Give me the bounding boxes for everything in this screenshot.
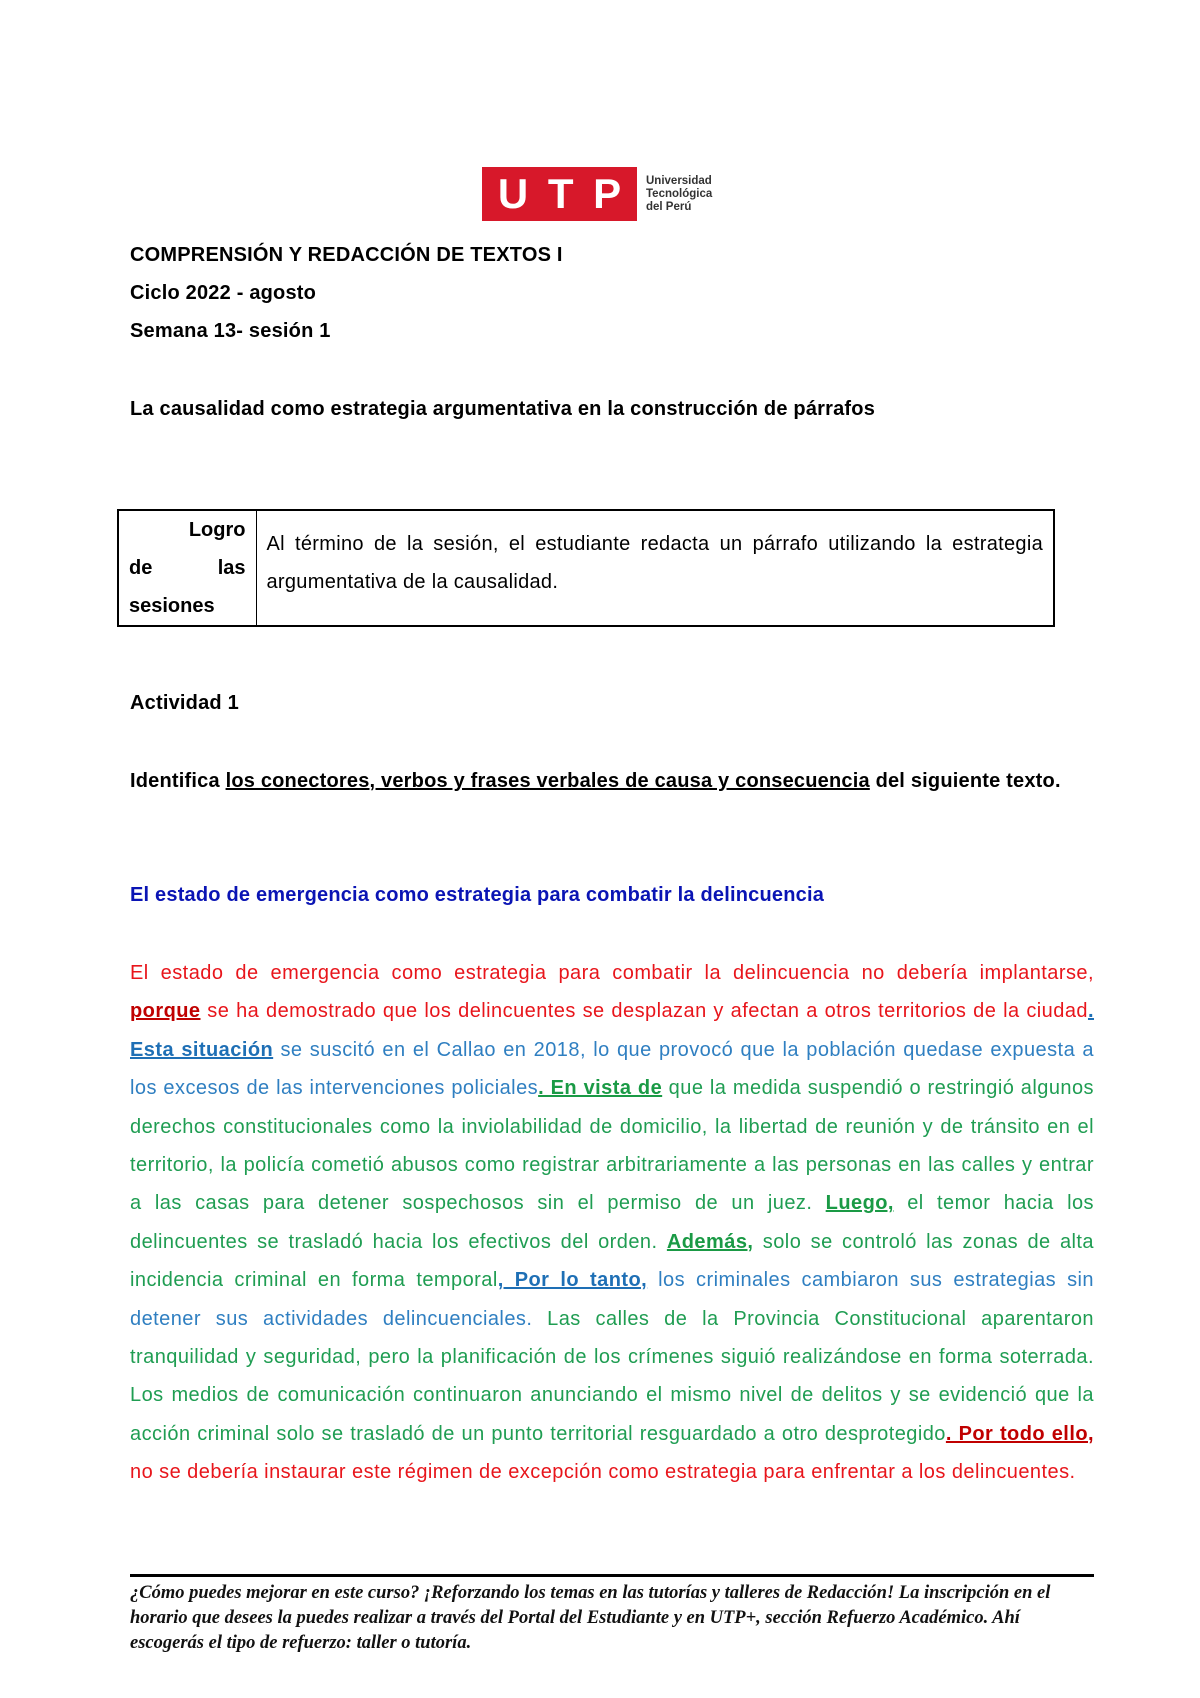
text-title: El estado de emergencia como estrategia para combatir la delincuencia [130, 884, 825, 906]
argument-text: el temor hacia los delincuentes se trasladó hacia los efectivos del orden. [130, 1192, 1094, 1253]
argument-text: solo se controló las zonas de alta incidencia criminal en forma temporal [130, 1230, 1095, 1292]
logro-text-cell: Al término de la sesión, el estudiante redacta un párrafo utilizando la estrategia argumentativa de la causalidad. [256, 510, 1054, 626]
connector-esta-situacion: . Esta situación [130, 1000, 1094, 1061]
utp-logo-mark [482, 167, 637, 221]
footer-note: ¿Cómo puedes mejorar en este curso? ¡Reforzando los temas en las tutorías y talleres de Redacción! La inscripción en el horario que desees la puedes realizar a través del Portal del Estudiante y en UTP+, sección Refuerzo Académico. Ahí escogerás el tipo de refuerzo: taller o tutoría. [130, 1583, 1051, 1653]
thesis-text: se ha demostrado que los delincuentes se desplazan y afectan a otros territorios de la ciudad [200, 1000, 1088, 1023]
logro-table [117, 509, 1055, 627]
logo-line: Tecnológica [646, 187, 713, 200]
connector-ademas: Además, [666, 1230, 754, 1253]
logro-label-line [129, 549, 246, 587]
argument-text: que la medida suspendió o restringió algunos derechos constitucionales como la inviolabilidad de domicilio, la libertad de reunión y de tránsito en el territorio, la policía cometió abusos como registrar arbitrariamente a las personas en las calles y entrar a las casas para detener sospechosos sin el permiso de un juez. [130, 1077, 1095, 1215]
argument-text: Las calles de la Provincia Constitucional aparentaron tranquilidad y seguridad, pero la planificación de los crímenes siguió realizándose en forma soterrada. Los medios de comunicación continuaron anunciando el mismo nivel de delitos y se evidenció que la acción criminal solo se trasladó de un punto territorial resguardado a otro desprotegido [130, 1307, 1094, 1445]
connector-por-todo-ello: . Por todo ello, [945, 1422, 1094, 1445]
logro-label-line: sesiones [129, 595, 215, 617]
week-label: Semana 13- sesión 1 [130, 320, 331, 342]
connector-porque: porque [130, 1000, 201, 1023]
course-title: COMPRENSIÓN Y REDACCIÓN DE TEXTOS I [130, 244, 563, 266]
argument-text: se suscitó en el Callao en 2018, lo que provocó que la población quedase expuesta a los excesos de las intervenciones policiales [130, 1038, 1094, 1100]
instruction-text: Identifica [130, 770, 226, 792]
logro-label-word: de [129, 557, 153, 579]
logo-wordmark [646, 175, 712, 214]
connector-luego: Luego, [825, 1192, 894, 1215]
logro-label-line: Logro [188, 519, 246, 541]
activity-title: Actividad 1 [130, 692, 239, 714]
connector-en-vista-de: . En vista de [538, 1077, 663, 1100]
logo-letter-u: U [497, 170, 529, 217]
conclusion-text: no se debería instaurar este régimen de excepción como estrategia para enfrentar a los delincuentes. [130, 1461, 1076, 1484]
utp-logo [482, 167, 712, 221]
connector-por-lo-tanto: , Por lo tanto, [497, 1269, 648, 1292]
argument-paragraph [130, 954, 1094, 1492]
cycle-label: Ciclo 2022 - agosto [130, 282, 317, 304]
footer-divider [130, 1574, 1094, 1577]
argument-text: los criminales cambiaron sus estrategias sin detener sus actividades delincuenciales. [130, 1269, 1094, 1330]
logo-letter-p: P [593, 170, 622, 217]
logo-letter-t: T [547, 170, 574, 217]
logo-line: del Perú [646, 200, 692, 213]
session-topic: La causalidad como estrategia argumentativa en la construcción de párrafos [130, 398, 876, 420]
activity-instructions [130, 762, 1094, 800]
instruction-underlined: los conectores, verbos y frases verbales de causa y consecuencia [225, 770, 870, 792]
thesis-text: El estado de emergencia como estrategia para combatir la delincuencia no debería implantarse, [130, 962, 1094, 984]
logo-line: Universidad [646, 174, 712, 187]
logro-label-word: las [217, 557, 246, 579]
logro-label-cell [118, 510, 256, 626]
instruction-text: del siguiente texto. [869, 770, 1061, 792]
